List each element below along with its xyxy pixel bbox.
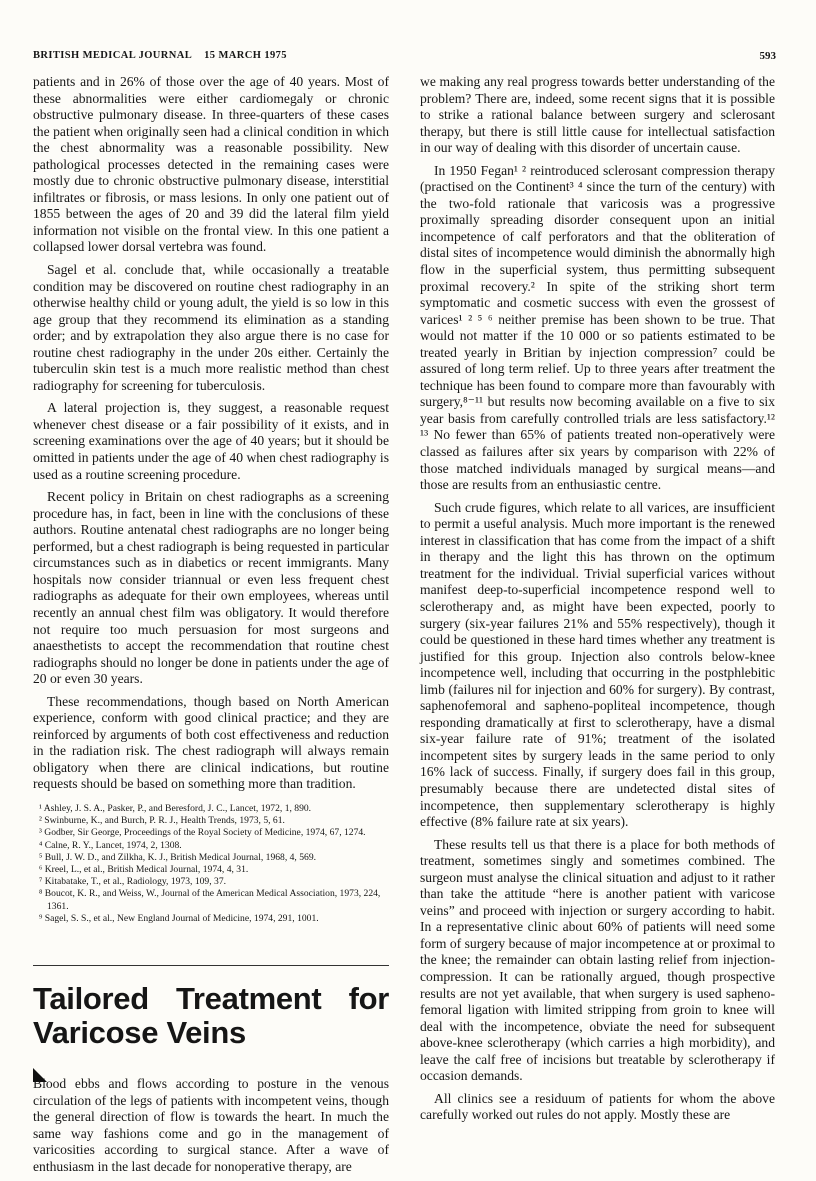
paragraph: Such crude figures, which relate to all varices, are insufficient to permit a useful analysis. Much more important is the renewed interest in classification that has come from the impact of a shift in therapy and the light this has thrown on the optimum treatment for the individual. Trivial superficial varices without manifest deep-to-superficial incompetence respond well to sclerotherapy and, as might have been expected, poorly to surgery (six-year failures 21% and 55% respectively), though it could be questioned in these hard times whether any treatment is justified for this group. Injection also controls below-knee incompetence well, including that occurring in the postphlebitic limb (failures nil for injection and 60% for surgery). By contrast, saphenofemoral and sapheno-popliteal incompetence, though responding dramatically at first to sclerotherapy, have a dismal six-year failure rate of 91%; treatment of the isolated incompetent sites by surgery leads in the same period to only 16% lack of success. Finally, if surgery does fail in this group, presumably because there are undetected distal sites of incompetence, then supplementary sclerotherapy is highly effective (8% failure rate at six years). (420, 499, 775, 830)
paragraph: patients and in 26% of those over the age of 40 years. Most of these abnormalities were either cardiomegaly or chronic obstructive pulmonary disease. In three-quarters of these cases the patient when originally seen had a clinical condition in which the chest abnormality was a reasonable possibility. New pathological processes detected in the remaining cases were mostly due to chronic obstructive pulmonary disease, interstitial infiltrates or fibrosis, or mass lesions. In only one patient out of 1855 between the ages of 20 and 39 did the lateral film yield information not visible on the frontal view. In this one patient a collapsed lower dorsal vertebra was found. (33, 74, 389, 255)
reference-item: ² Swinburne, K., and Burch, P. R. J., Health Trends, 1973, 5, 61. (39, 815, 285, 827)
paragraph: Sagel et al. conclude that, while occasionally a treatable condition may be discovered on routine chest radiography in an otherwise healthy child or young adult, the yield is so low in this age group that they recommend its elimination as a standing order; and by extrapolation they also argue there is no case for routine chest radiography in the under 20s either. Certainly the tuberculin skin test is a much more realistic method than chest radiography for screening for tuberculosis. (33, 262, 389, 393)
reference-list (33, 803, 389, 925)
corner-mark-icon (33, 1068, 47, 1082)
reference-item: ⁶ Kreel, L., et al., British Medical Journal, 1974, 4, 31. (39, 863, 249, 875)
journal-name: BRITISH MEDICAL JOURNAL 15 MARCH 1975 (33, 50, 287, 61)
article-title: Tailored Treatment for Varicose Veins (33, 981, 389, 1050)
paragraph: These results tell us that there is a place for both methods of treatment, sometimes singly and sometimes combined. The surgeon must analyse the clinical situation and adjust to it rather than take the attitude “here is another patient with varicose veins” and proceed with injection or surgery according to habit. In a representative clinic about 60% of patients will need some form of surgery because of major incompetence at or proximal to the knee; the remainder can obtain lasting relief from injection-compression. It can be rationally argued, though prospective results are not yet available, that when surgery is used sapheno-femoral ligation with limited stripping from groin to knee will deal with the incompetence, obviate the need for subsequent above-knee sclerotherapy (which carries a high morbidity), and leave the calf free of incisions but treatable by sclerotherapy if occasion demands. (420, 836, 775, 1084)
reference-item: ⁴ Calne, R. Y., Lancet, 1974, 2, 1308. (39, 839, 182, 851)
reference-item: ⁸ Boucot, K. R., and Weiss, W., Journal of the American Medical Association, 1973, 224, 1361. (39, 888, 381, 912)
reference-item: ⁹ Sagel, S. S., et al., New England Journal of Medicine, 1974, 291, 1001. (39, 912, 319, 924)
running-header (33, 50, 776, 68)
right-column (420, 74, 775, 1130)
paragraph: These recommendations, though based on North American experience, conform with good clinical practice; and they are reinforced by arguments of both cost effectiveness and reduction in the radiation risk. The chest radiograph will always remain obligatory when there are clinical indications, but routine requests should be based on something more than tradition. (33, 693, 389, 792)
paragraph: In 1950 Fegan¹ ² reintroduced sclerosant compression therapy (practised on the Continent³ ⁴ since the turn of the century) with the two-fold rationale that varicosis was a progressive proximally spreading disorder consequent upon an initial incompetence of calf perforators and that the obliteration of distal sites of incompetence would diminish the abnormally high flow in the superficial system, thus permitting subsequent proximal recovery.² In spite of the striking short term symptomatic and cosmetic success with even the grossest of varices¹ ² ⁵ ⁶ neither premise has been shown to be true. That would not matter if the 10 000 or so patients estimated to be treated yearly in Britian by injection compression⁷ could be assured of long term relief. Up to three years after treatment the technique has been found to compare more than favourably with surgery,⁸⁻¹¹ but results now becoming available on a five to six year basis from carefully controlled trials are less satisfactory.¹² ¹³ No fewer than 65% of patients treated non-operatively were classed as failures after six years by comparison with 22% of those matched individuals managed by surgical means—and those are results from an enthusiastic centre. (420, 162, 775, 493)
reference-item: ¹ Ashley, J. S. A., Pasker, P., and Beresford, J. C., Lancet, 1972, 1, 890. (39, 802, 312, 814)
reference-item: ⁷ Kitabatake, T., et al., Radiology, 1973, 109, 37. (39, 876, 227, 888)
paragraph: Recent policy in Britain on chest radiographs as a screening procedure has, in fact, been in line with the conclusions of these authors. Routine antenatal chest radiographs are no longer being performed, but a chest radiograph is being requested in particular circumstances such as in diabetics or recent immigrants. Many hospitals now consider triannual or even less frequent chest radiographs as adequate for their own employees, whereas until recently an annual chest film was obligatory. It would therefore not require too much persuasion for most surgeons and anaesthetists to accept the recommendation that routine chest radiographs should no longer be done in patients under the age of 20 or even 30 years. (33, 489, 389, 687)
issue-date: 15 MARCH 1975 (204, 50, 287, 61)
paragraph: A lateral projection is, they suggest, a reasonable request whenever chest disease or a fair possibility of it exists, and in screening examinations over the age of 40 years; but it should be omitted in patients under the age of 40 when chest radiography is used as a routine screening procedure. (33, 400, 389, 482)
paragraph: Blood ebbs and flows according to posture in the venous circulation of the legs of patients with incompetent veins, though the general direction of flow is towards the heart. In much the same way fashions come and go in the management of varicosities according to surgical stance. After a wave of enthusiasm in the last decade for nonoperative therapy, are (33, 1076, 389, 1174)
paragraph: All clinics see a residuum of patients for whom the above carefully worked out rules do not apply. Mostly these are (420, 1090, 775, 1123)
paragraph: we making any real progress towards better understanding of the problem? There are, indeed, some recent signs that it is possible to strike a rational balance between surgery and sclerosant therapy, but there is still little cause for intellectual satisfaction in our way of dealing with this disorder of uncertain cause. (420, 74, 775, 156)
reference-item: ⁵ Bull, J. W. D., and Zilkha, K. J., British Medical Journal, 1968, 4, 569. (39, 851, 317, 863)
left-column (33, 74, 389, 1181)
section-divider (33, 965, 389, 966)
reference-item: ³ Godber, Sir George, Proceedings of the Royal Society of Medicine, 1974, 67, 1274. (39, 827, 366, 839)
page-number: 593 (759, 50, 776, 62)
